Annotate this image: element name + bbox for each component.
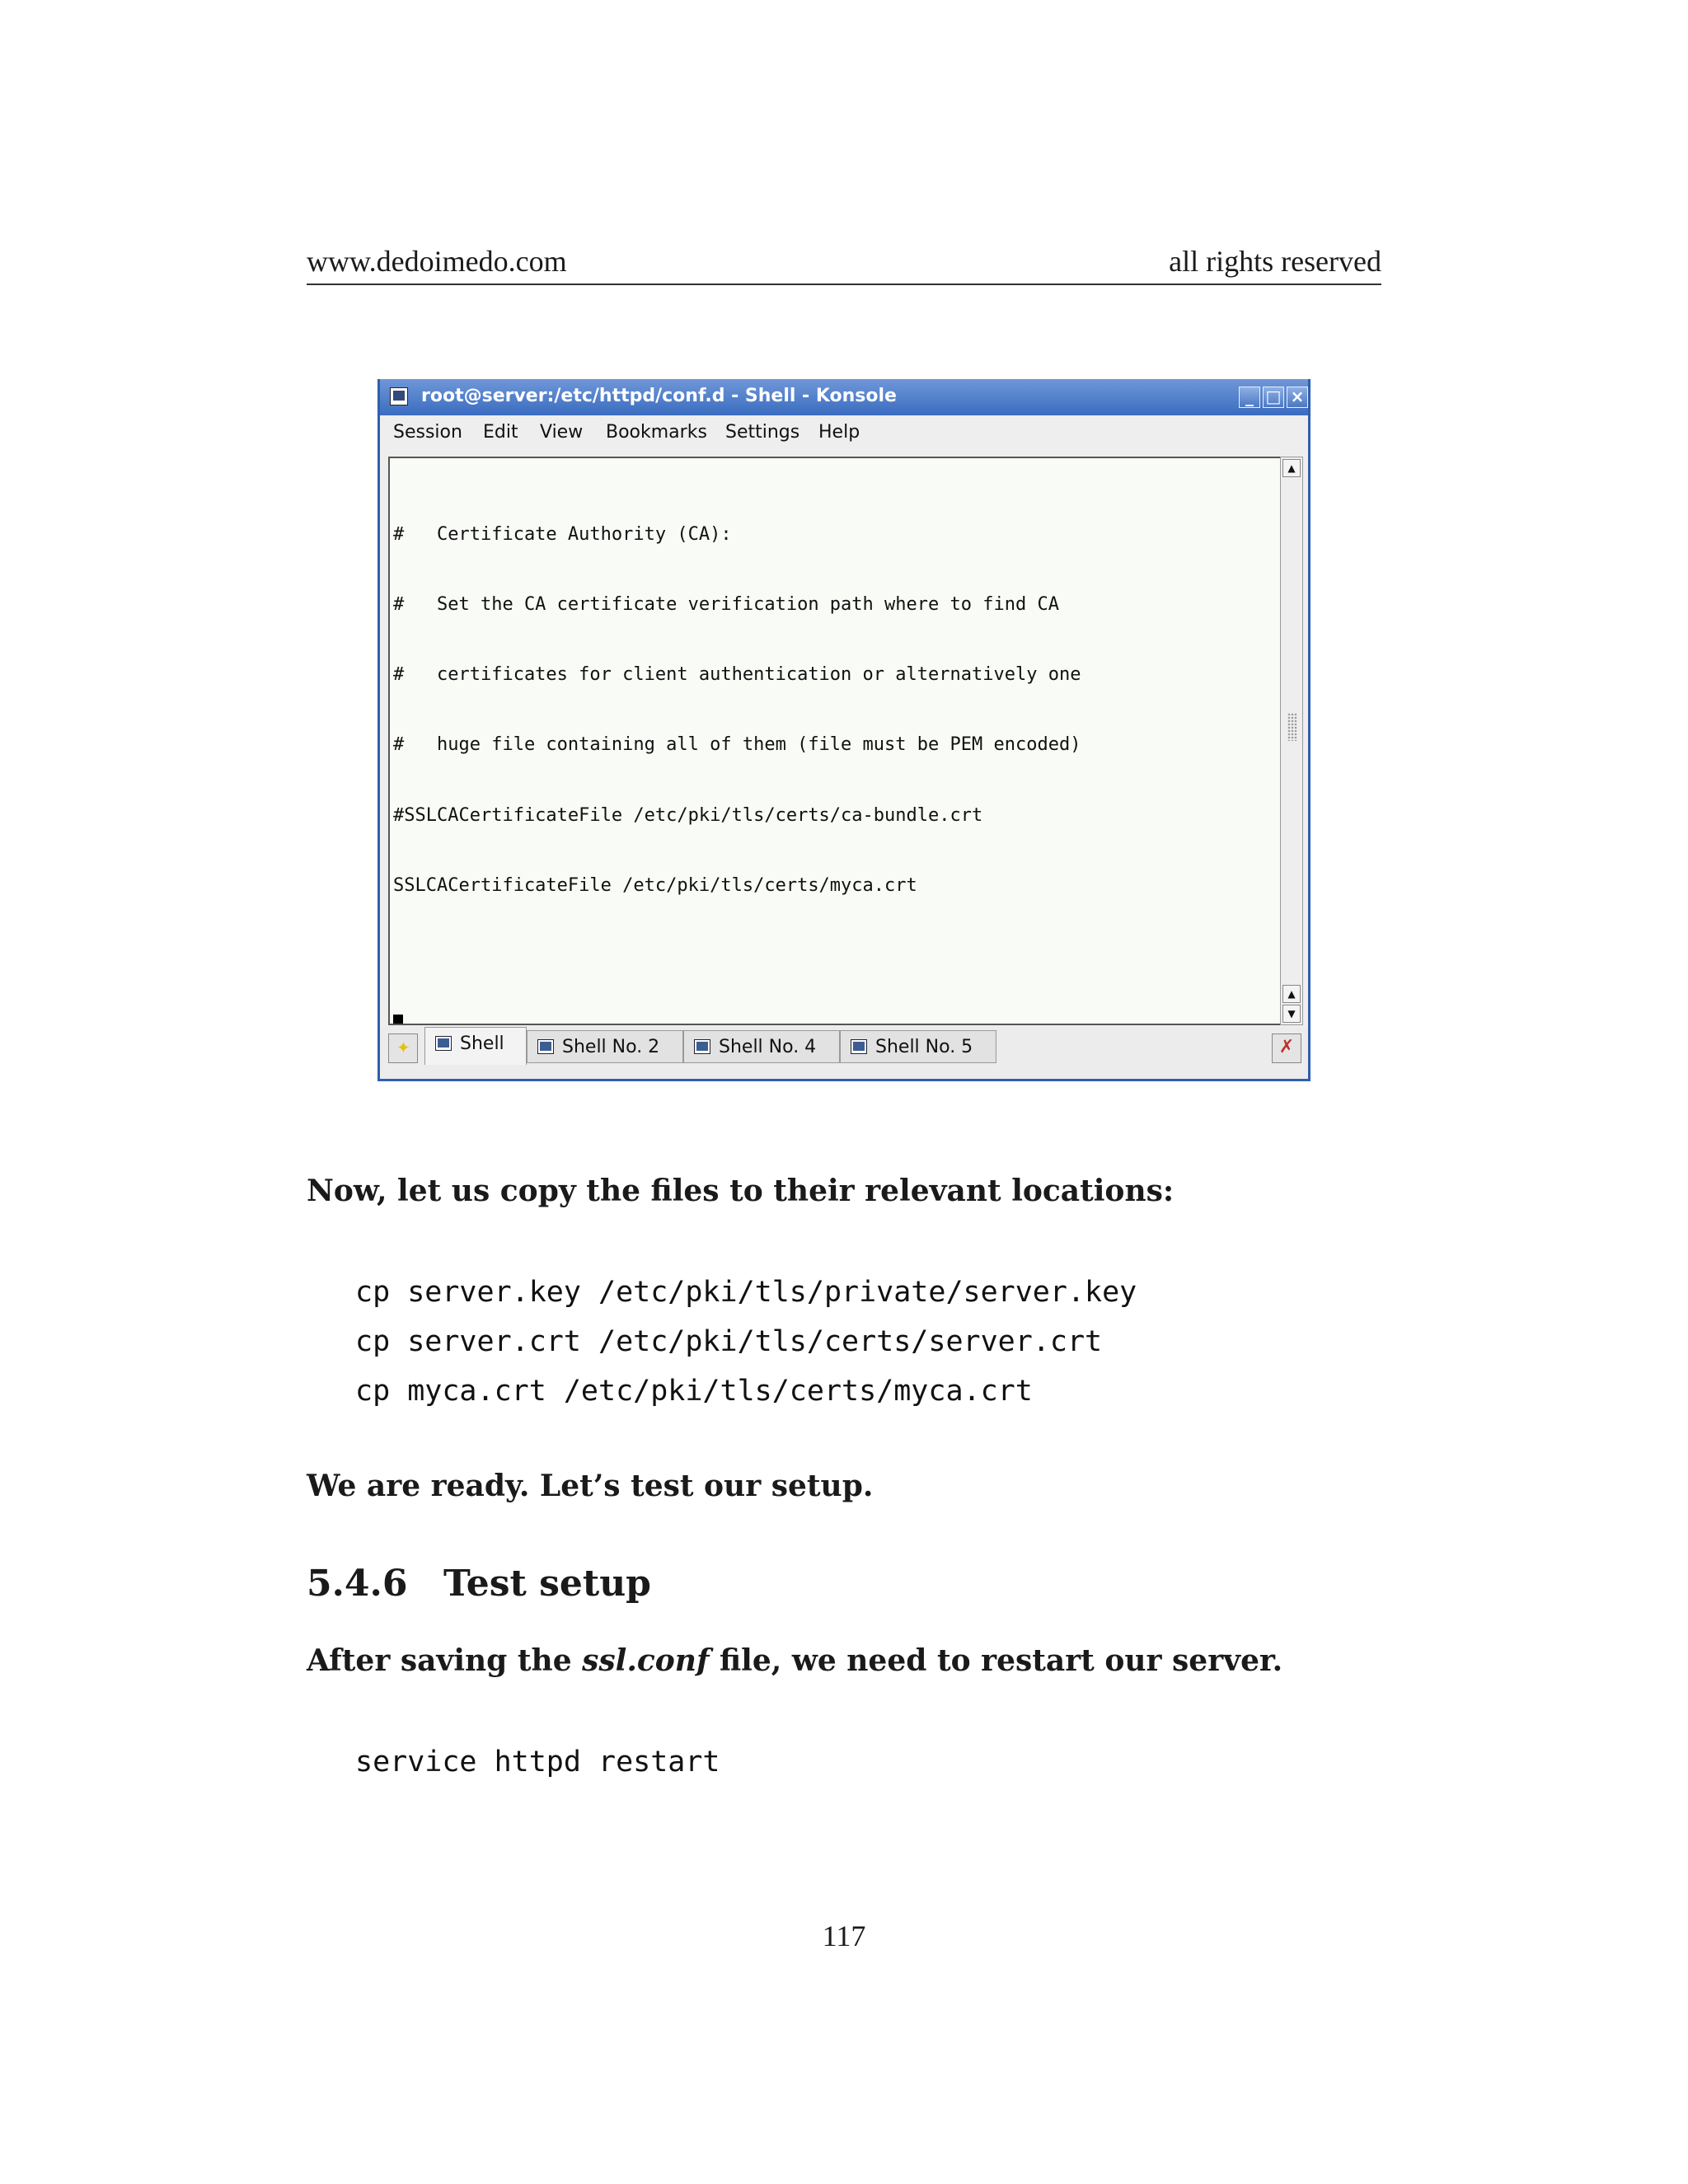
paragraph-text: After saving the [307,1643,583,1678]
tab-shell-no-4[interactable] [683,1030,840,1063]
terminal-line: #SSLCACertificateFile /etc/pki/tls/certs/ca-bundle.crt [393,804,983,826]
code-line: cp server.crt /etc/pki/tls/certs/server.crt [355,1325,1103,1358]
tab-label: Shell No. 4 [719,1037,817,1057]
section-heading [307,1563,651,1605]
page-number: 117 [822,1919,866,1952]
scroll-up-arrow-icon[interactable]: ▲ [1282,985,1301,1003]
terminal-cursor-line [393,1015,1103,1025]
tab-shell[interactable] [424,1027,527,1065]
tab-label: Shell No. 5 [875,1037,973,1057]
scroll-up-arrow-icon[interactable]: ▲ [1282,459,1301,477]
konsole-window [377,379,1311,1081]
terminal-line: SSLCACertificateFile /etc/pki/tls/certs/myca.crt [393,874,917,896]
scroll-grip-icon[interactable] [1287,713,1297,741]
restart-command: service httpd restart [355,1746,720,1779]
terminal-line: # Certificate Authority (CA): [393,523,732,545]
header-copyright: all rights reserved [1169,245,1381,278]
menu-bar [380,415,1308,448]
window-title: root@server:/etc/httpd/conf.d - Shell - Konsole [421,386,897,406]
terminal-line: # huge file containing all of them (file must be PEM encoded) [393,734,1081,756]
terminal-output[interactable] [388,457,1280,1025]
close-session-icon[interactable]: ✗ [1272,1033,1301,1063]
close-button[interactable]: × [1287,387,1308,408]
tab-label: Shell [460,1033,504,1054]
section-number: 5.4.6 [307,1563,408,1605]
minimize-button[interactable]: _ [1239,387,1260,408]
terminal-text [393,476,1103,1025]
terminal-tab-icon [537,1039,554,1054]
tab-shell-no-5[interactable] [840,1030,996,1063]
menu-help[interactable]: Help [818,422,860,443]
code-line: cp myca.crt /etc/pki/tls/certs/myca.crt [355,1375,1033,1408]
maximize-button[interactable]: □ [1263,387,1284,408]
ready-paragraph: We are ready. Let’s test our setup. [307,1469,874,1503]
terminal-scrollbar[interactable] [1280,457,1303,1025]
code-line: cp server.key /etc/pki/tls/private/server.key [355,1276,1137,1309]
copy-intro-paragraph: Now, let us copy the files to their relevant locations: [307,1174,1175,1208]
header-site-url: www.dedoimedo.com [307,245,567,278]
menu-view[interactable]: View [540,422,584,443]
after-saving-paragraph [307,1643,1381,1678]
session-tab-bar [380,1027,1308,1078]
terminal-app-icon[interactable] [390,387,408,405]
terminal-line: # Set the CA certificate verification path where to find CA [393,594,1059,616]
terminal-tab-icon [694,1039,710,1054]
menu-settings[interactable]: Settings [725,422,800,443]
text-cursor [393,1015,403,1025]
section-title: Test setup [443,1563,651,1605]
page-header [307,244,1381,285]
terminal-line [393,944,1103,968]
window-titlebar[interactable] [380,379,1308,415]
menu-bookmarks[interactable]: Bookmarks [606,422,707,443]
menu-session[interactable]: Session [393,422,462,443]
tab-shell-no-2[interactable] [527,1030,683,1063]
terminal-tab-icon [435,1036,452,1051]
new-session-button[interactable] [388,1033,418,1063]
scroll-down-arrow-icon[interactable]: ▼ [1282,1005,1301,1023]
terminal-line: # certificates for client authentication or alternatively one [393,664,1081,686]
tab-label: Shell No. 2 [562,1037,660,1057]
terminal-tab-icon [851,1039,867,1054]
menu-edit[interactable]: Edit [483,422,518,443]
paragraph-text: file, we need to restart our server. [709,1643,1283,1678]
filename-emphasis: ssl.conf [582,1643,710,1678]
